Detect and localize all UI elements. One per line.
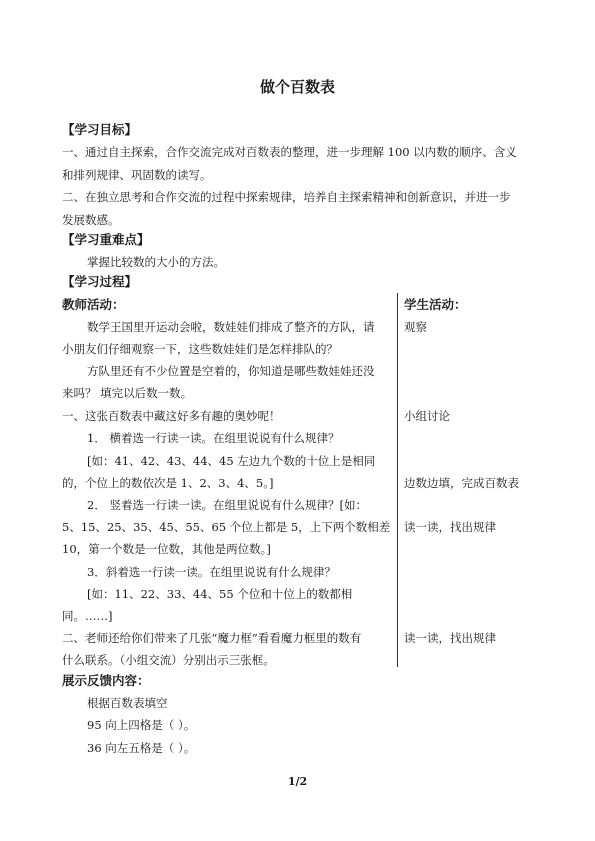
page-number: 1/2 — [287, 775, 308, 788]
teacher-line-14: 同。……] — [62, 609, 113, 623]
teacher-activity-heading: 教师活动： — [62, 297, 125, 312]
objectives-line-3: 二、在独立思考和合作交流的过程中探索规律，培养自主探索精神和创新意识，并进一步 — [62, 190, 511, 204]
student-activity-heading: 学生活动： — [404, 297, 467, 312]
page-title: 做个百数表 — [259, 78, 335, 96]
column-divider — [397, 293, 398, 667]
teacher-line-15: 二、老师还给你们带来了几张“魔力框”看看魔力框里的数有 — [62, 631, 362, 645]
teacher-line-7: [如：41、42、43、44、45 左边九个数的十位上是相同 — [87, 454, 376, 468]
key-points-line-1: 掌握比较数的大小的方法。 — [87, 255, 225, 269]
student-line-4: 读一读，找出规律 — [404, 520, 496, 534]
teacher-line-10: 5、15、25、35、45、55、65 个位上都是 5，上下两个数相差 — [62, 520, 391, 534]
key-points-heading: 【学习重难点】 — [62, 232, 150, 247]
feedback-line-2: 95 向上四格是（ ）。 — [87, 718, 196, 732]
objectives-line-1: 一、通过自主探索，合作交流完成对百数表的整理，进一步理解 100 以内数的顺序、含义 — [62, 145, 517, 159]
objectives-line-4: 发展数感。 — [62, 213, 120, 227]
teacher-line-11: 10，第一个数是一位数，其他是两位数。] — [62, 542, 271, 556]
student-line-3: 边数边填，完成百数表 — [404, 476, 519, 490]
teacher-line-2: 小朋友们仔细观察一下，这些数娃娃们是怎样排队的？ — [62, 342, 338, 356]
objectives-heading: 【学习目标】 — [62, 122, 138, 137]
feedback-line-1: 根据百数表填空 — [87, 696, 168, 710]
teacher-line-1: 数学王国里开运动会啦，数娃娃们排成了整齐的方队，请 — [87, 320, 375, 334]
student-line-5: 读一读，找出规律 — [404, 631, 496, 645]
teacher-line-16: 什么联系。（小组交流）分别出示三张框。 — [62, 653, 275, 667]
feedback-line-3: 36 向左五格是（ ）。 — [87, 741, 196, 755]
student-line-2: 小组讨论 — [404, 409, 450, 423]
teacher-line-3: 方队里还有不少位置是空着的，你知道是哪些数娃娃还没 — [87, 364, 375, 378]
feedback-heading: 展示反馈内容： — [62, 673, 150, 688]
teacher-line-4: 来吗？ 填完以后数一数。 — [62, 386, 193, 400]
teacher-line-13: [如：11、22、33、44、55 个位和十位上的数都相 — [87, 587, 353, 601]
teacher-line-6: 1． 横着选一行读一读。在组里说说有什么规律？ — [87, 431, 340, 445]
process-heading: 【学习过程】 — [62, 274, 138, 289]
teacher-line-9: 2． 竖着选一行读一读。在组里说说有什么规律？[如： — [87, 498, 367, 512]
teacher-line-12: 3．斜着选一行读一读。在组里说说有什么规律？ — [87, 565, 336, 579]
teacher-line-5: 一、这张百数表中藏这好多有趣的奥妙呢！ — [62, 409, 281, 423]
student-line-1: 观察 — [404, 320, 427, 334]
objectives-line-2: 和排列规律、巩固数的读写。 — [62, 168, 212, 182]
teacher-line-8: 的，个位上的数依次是 1、2、3、4、5。] — [62, 476, 274, 490]
